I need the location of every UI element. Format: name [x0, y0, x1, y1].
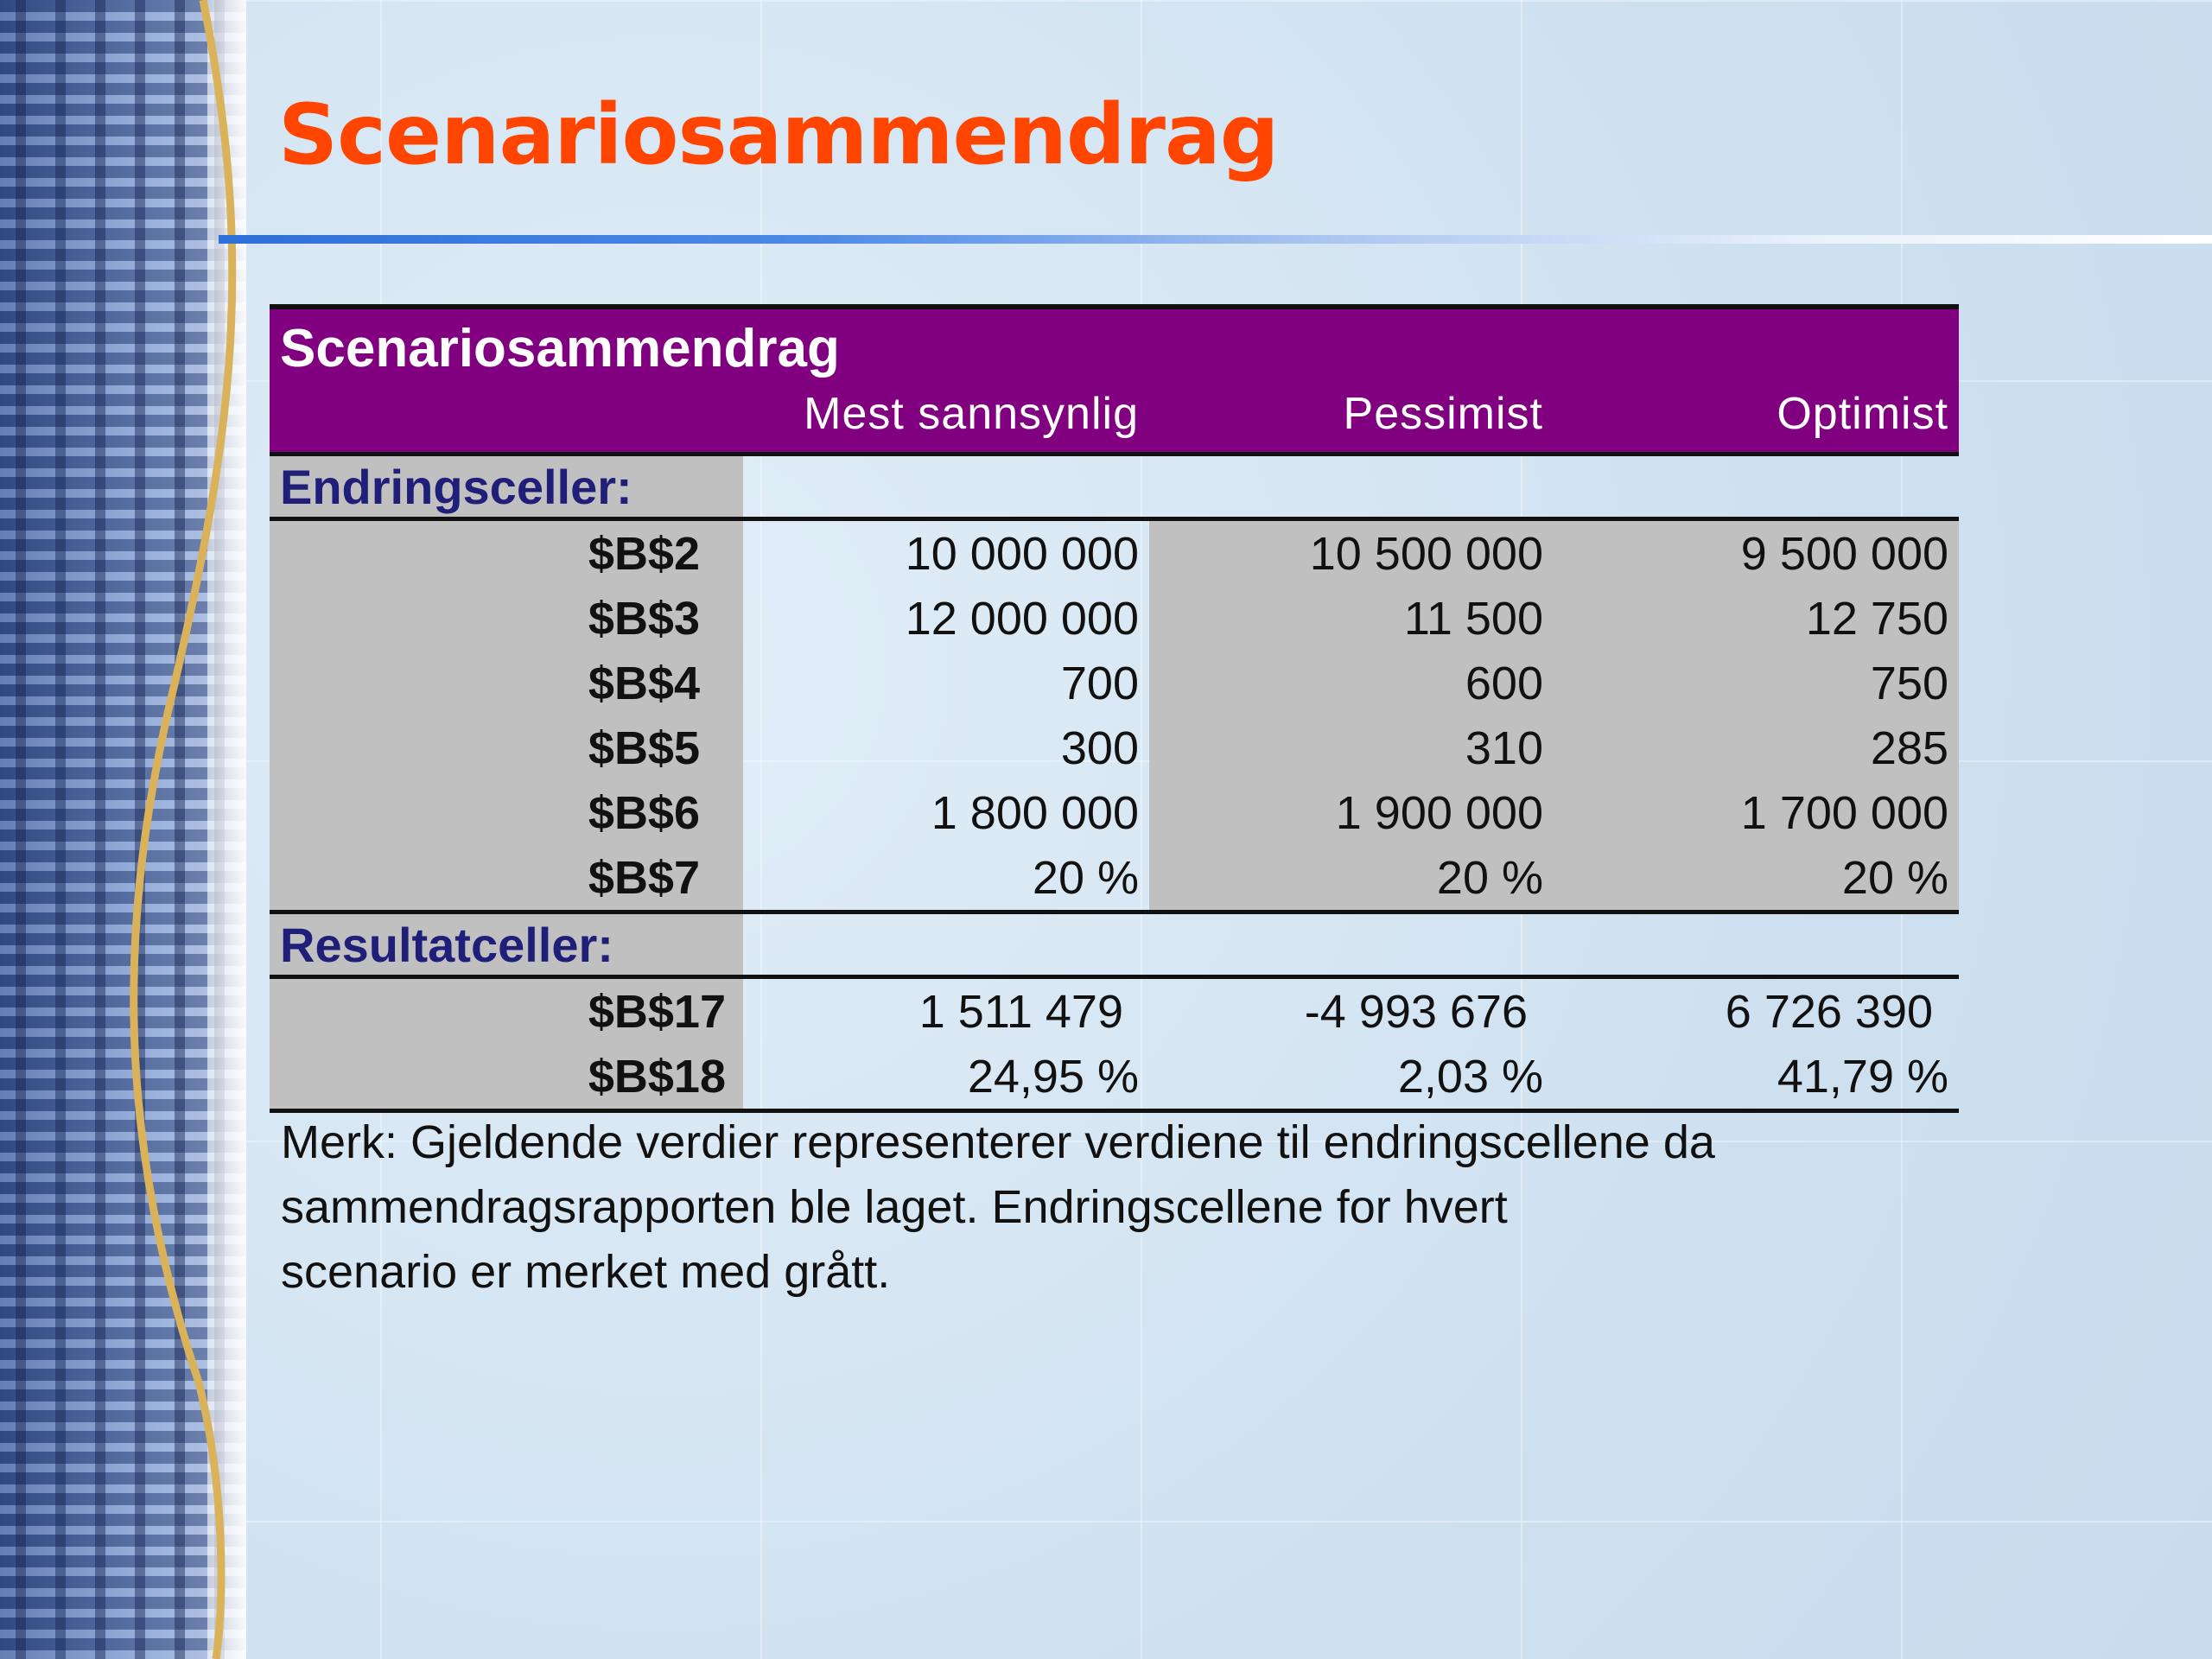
- value-cell: 1 700 000: [1554, 780, 1959, 845]
- value-cell: 310: [1149, 715, 1554, 780]
- table-row: [270, 519, 1959, 587]
- changing-cells-label: Endringsceller:: [270, 454, 743, 519]
- value-cell: 285: [1554, 715, 1959, 780]
- table-row: [270, 845, 1959, 912]
- value-cell: 600: [1149, 651, 1554, 715]
- footnote: [281, 1110, 1923, 1305]
- value-cell: 1 800 000: [931, 786, 1139, 839]
- gold-curve-decoration: [104, 0, 276, 1659]
- row-label: $B$18: [270, 1044, 743, 1111]
- value-cell: 2,03 %: [1149, 1044, 1554, 1111]
- row-label: $B$6: [270, 780, 743, 845]
- header-blank: [270, 379, 743, 454]
- table-row: [270, 780, 1959, 845]
- value-cell: -4 993 676: [1304, 985, 1528, 1038]
- value-cell: 12 000 000: [905, 592, 1139, 645]
- header-optimist: Optimist: [1554, 379, 1959, 454]
- value-cell: 12 750: [1554, 586, 1959, 651]
- value-cell: 10 000 000: [905, 527, 1139, 580]
- result-cells-label: Resultatceller:: [270, 912, 743, 977]
- value-cell: 1 900 000: [1149, 780, 1554, 845]
- header-most-likely: Mest sannsynlig: [743, 379, 1149, 454]
- footnote-line-1: Merk: Gjeldende verdier representerer verdiene til endringscellene da: [281, 1116, 1715, 1168]
- value-cell: 11 500: [1149, 586, 1554, 651]
- table-row: [270, 651, 1959, 715]
- table-row: [270, 715, 1959, 780]
- table-row: [270, 977, 1959, 1045]
- value-cell: 300: [1060, 721, 1139, 774]
- changing-cells-section: [270, 454, 1959, 519]
- row-label: $B$4: [270, 651, 743, 715]
- value-cell: 9 500 000: [1554, 519, 1959, 587]
- table-title-row: [270, 307, 1959, 379]
- row-label: $B$5: [270, 715, 743, 780]
- table-row: [270, 586, 1959, 651]
- value-cell: 20 %: [1149, 845, 1554, 912]
- result-cells-section: [270, 912, 1959, 977]
- footnote-line-3: scenario er merket med grått.: [281, 1246, 891, 1298]
- row-label: $B$2: [270, 519, 743, 587]
- table-row: [270, 1044, 1959, 1111]
- table-title: Scenariosammendrag: [270, 307, 1959, 379]
- value-cell: 10 500 000: [1149, 519, 1554, 587]
- title-rule: [219, 235, 2212, 244]
- value-cell: 41,79 %: [1554, 1044, 1959, 1111]
- row-label: $B$7: [270, 845, 743, 912]
- value-cell: 750: [1554, 651, 1959, 715]
- value-cell: 1 511 479: [918, 985, 1123, 1038]
- value-cell: 700: [1060, 657, 1139, 709]
- table-header-row: [270, 379, 1959, 454]
- value-cell: 24,95 %: [743, 1044, 1149, 1111]
- row-label: $B$17: [270, 977, 743, 1045]
- footnote-line-2: sammendragsrapporten ble laget. Endringscellene for hvert: [281, 1181, 1508, 1233]
- slide-title: Scenariosammendrag: [278, 86, 1279, 183]
- row-label: $B$3: [270, 586, 743, 651]
- scenario-summary-table: [270, 304, 1959, 1113]
- value-cell: 6 726 390: [1725, 985, 1934, 1038]
- value-cell: 20 %: [1554, 845, 1959, 912]
- value-cell: 20 %: [743, 845, 1149, 912]
- header-pessimist: Pessimist: [1149, 379, 1554, 454]
